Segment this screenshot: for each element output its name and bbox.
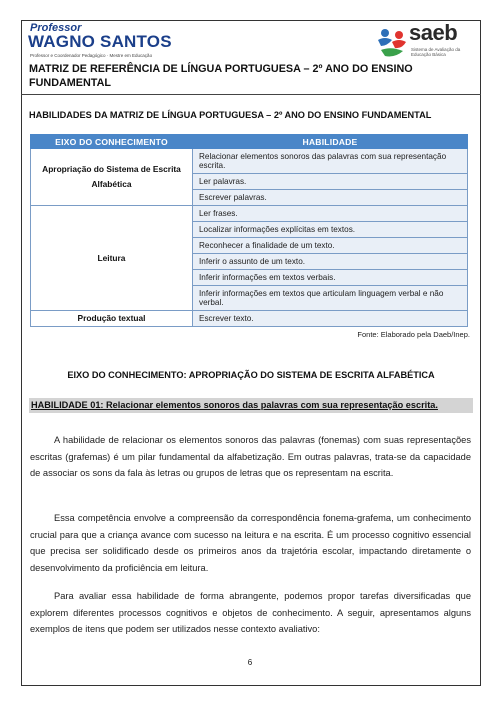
- paragraph: Para avaliar essa habilidade de forma abrangente, podemos propor tarefas diversificadas que explorem diferentes processos cognitivos e objetos de conhecimento. A seguir, apresentamos alguns exemplos de itens que podem ser utilizados nesse contexto avaliativo:: [30, 591, 471, 634]
- column-header-habilidade: HABILIDADE: [193, 135, 468, 149]
- habilidade-cell: Ler frases.: [193, 206, 468, 222]
- habilidade-cell: Escrever palavras.: [193, 190, 468, 206]
- title-divider: [21, 94, 481, 95]
- logo-tagline: Professor e Coordenador Pedagógico · Mestre em Educação: [30, 53, 153, 58]
- eixo-cell: Produção textual: [31, 311, 193, 327]
- habilidade-cell: Inferir informações em textos verbais.: [193, 270, 468, 286]
- habilidade-cell: Inferir o assunto de um texto.: [193, 254, 468, 270]
- saeb-wordmark: saeb: [409, 20, 458, 45]
- professor-logo: [28, 22, 178, 62]
- habilidade-cell: Localizar informações explícitas em textos.: [193, 222, 468, 238]
- source-note: Fonte: Elaborado pela Daeb/Inep.: [357, 330, 470, 339]
- habilidade-heading: HABILIDADE 01: Relacionar elementos sonoros das palavras com sua representação escrita.: [29, 398, 473, 413]
- eixo-heading: EIXO DO CONHECIMENTO: APROPRIAÇÃO DO SISTEMA DE ESCRITA ALFABÉTICA: [67, 370, 435, 380]
- page-number: 6: [247, 658, 253, 667]
- page-title: MATRIZ DE REFERÊNCIA DE LÍNGUA PORTUGUESA – 2º ANO DO ENSINO FUNDAMENTAL: [29, 63, 413, 89]
- saeb-figure-icon: [375, 26, 409, 60]
- table-row: [31, 149, 468, 174]
- eixo-cell: Apropriação do Sistema de Escrita Alfabética: [31, 149, 193, 206]
- saeb-logo: [375, 20, 470, 62]
- table-row: [31, 206, 468, 222]
- habilidade-cell: Ler palavras.: [193, 174, 468, 190]
- column-header-eixo: EIXO DO CONHECIMENTO: [31, 135, 193, 149]
- logo-line2: WAGNO SANTOS: [28, 32, 172, 51]
- eixo-cell: Leitura: [31, 206, 193, 311]
- saeb-subtitle: Sistema de Avaliação da Educação Básica: [411, 47, 461, 57]
- habilidade-cell: Escrever texto.: [193, 311, 468, 327]
- paragraph: A habilidade de relacionar os elementos sonoros das palavras (fonemas) com suas representações escritas (grafemas) é um pilar fundamental da alfabetização. Em outras palavras, trata-se da capacidade de associar os sons da fala às letras ou grupos de letras que os representam na escrita.: [30, 435, 471, 478]
- logo-line1: Professor: [30, 22, 82, 34]
- paragraph: Essa competência envolve a compreensão da correspondência fonema-grafema, um conhecimento crucial para que a criança avance com sucesso na leitura e na escrita. É um processo cognitivo essencial que precisa ser solidificado desde os primeiros anos da trajetória escolar, impactando diretamente o desenvolvimento da proficiência em leitura.: [30, 513, 471, 573]
- page-header: [28, 22, 474, 62]
- habilidade-cell: Relacionar elementos sonoros das palavras com sua representação escrita.: [193, 149, 468, 174]
- skills-matrix-table: [30, 134, 468, 327]
- table-row: [31, 311, 468, 327]
- habilidade-cell: Reconhecer a finalidade de um texto.: [193, 238, 468, 254]
- habilidade-cell: Inferir informações em textos que articulam linguagem verbal e não verbal.: [193, 286, 468, 311]
- table-header-row: [31, 135, 468, 149]
- section-title: HABILIDADES DA MATRIZ DE LÍNGUA PORTUGUESA – 2º ANO DO ENSINO FUNDAMENTAL: [29, 110, 432, 120]
